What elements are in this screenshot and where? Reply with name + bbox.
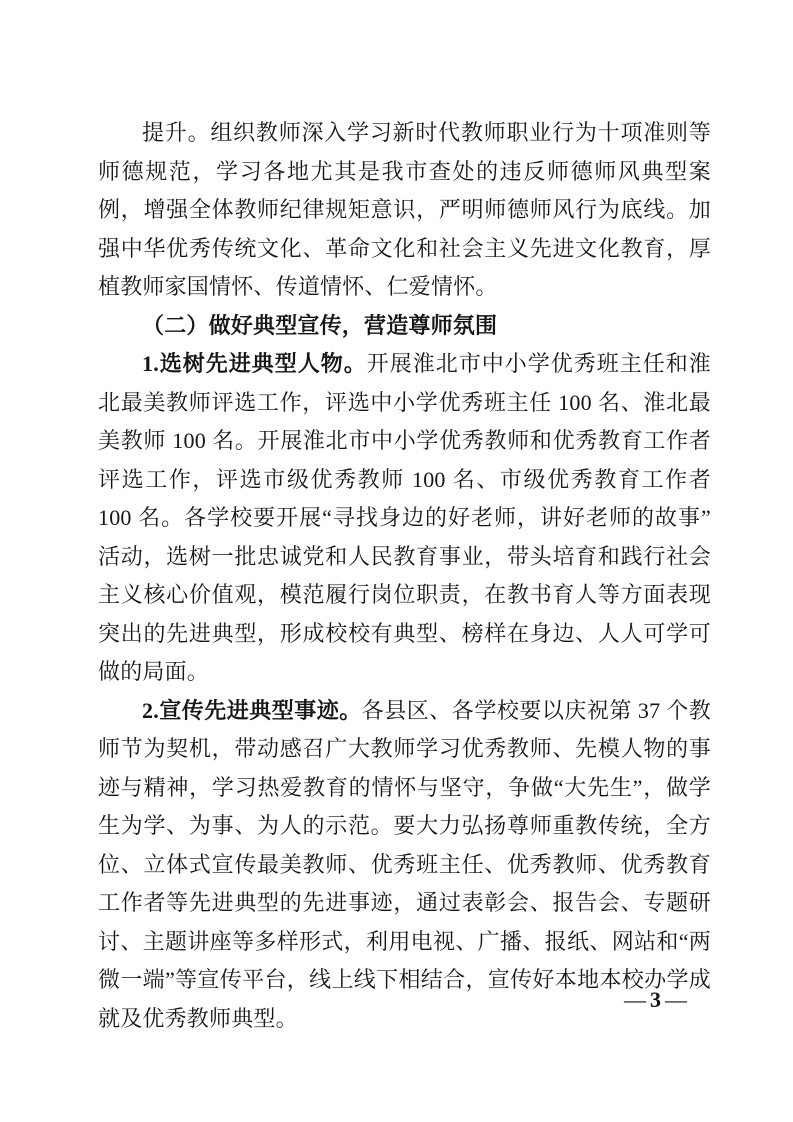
item-1-body: 开展淮北市中小学优秀班主任和淮北最美教师评选工作，评选中小学优秀班主任 100 名、淮北最美教师 100 名。开展淮北市中小学优秀教师和优秀教育工作者评选工作，评选市级优秀教师 100 名、市级优秀教育工作者 100 名。各学校要开展“寻找身边的好老师，讲好老师的故事”活动，选树一批忠诚党和人民教育事业，带头培育和践行社会主义核心价值观，模范履行岗位职责，在教书育人等方面表现突出的先进典型，形成校校有典型、榜样在身边、人人可学可做的局面。 [98, 351, 711, 684]
page-number-dash-right: — [665, 987, 687, 1012]
item-1-lead: 1.选树先进典型人物。 [142, 351, 367, 376]
page-number-value: 3 [650, 987, 661, 1012]
item-2-body: 各县区、各学校要以庆祝第 37 个教师节为契机，带动感召广大教师学习优秀教师、先模人物的事迹与精神，学习热爱教育的情怀与坚守，争做“大先生”，做学生为学、为事、为人的示范。要大力弘扬尊师重教传统，全方位、立体式宣传最美教师、优秀班主任、优秀教师、优秀教育工作者等先进典型的先进事迹，通过表彰会、报告会、专题研讨、主题讲座等多样形式，利用电视、广播、报纸、网站和“两微一端”等宣传平台，线上线下相结合，宣传好本地本校办学成就及优秀教师典型。 [98, 697, 711, 1031]
page-number-dash-left: — [624, 987, 646, 1012]
section-heading: （二）做好典型宣传，营造尊师氛围 [142, 312, 498, 338]
document-body [98, 114, 711, 1038]
paragraph-teacher-ethics-continued: 提升。组织教师深入学习新时代教师职业行为十项准则等师德规范，学习各地尤其是我市查处的违反师德师风典型案例，增强全体教师纪律规矩意识，严明师德师风行为底线。加强中华优秀传统文化、革命文化和社会主义先进文化教育，厚植教师家国情怀、传道情怀、仁爱情怀。 [98, 120, 711, 299]
paragraph-item-1 [98, 345, 711, 692]
page-number [620, 985, 691, 1015]
item-2-lead: 2.宣传先进典型事迹。 [142, 697, 362, 723]
